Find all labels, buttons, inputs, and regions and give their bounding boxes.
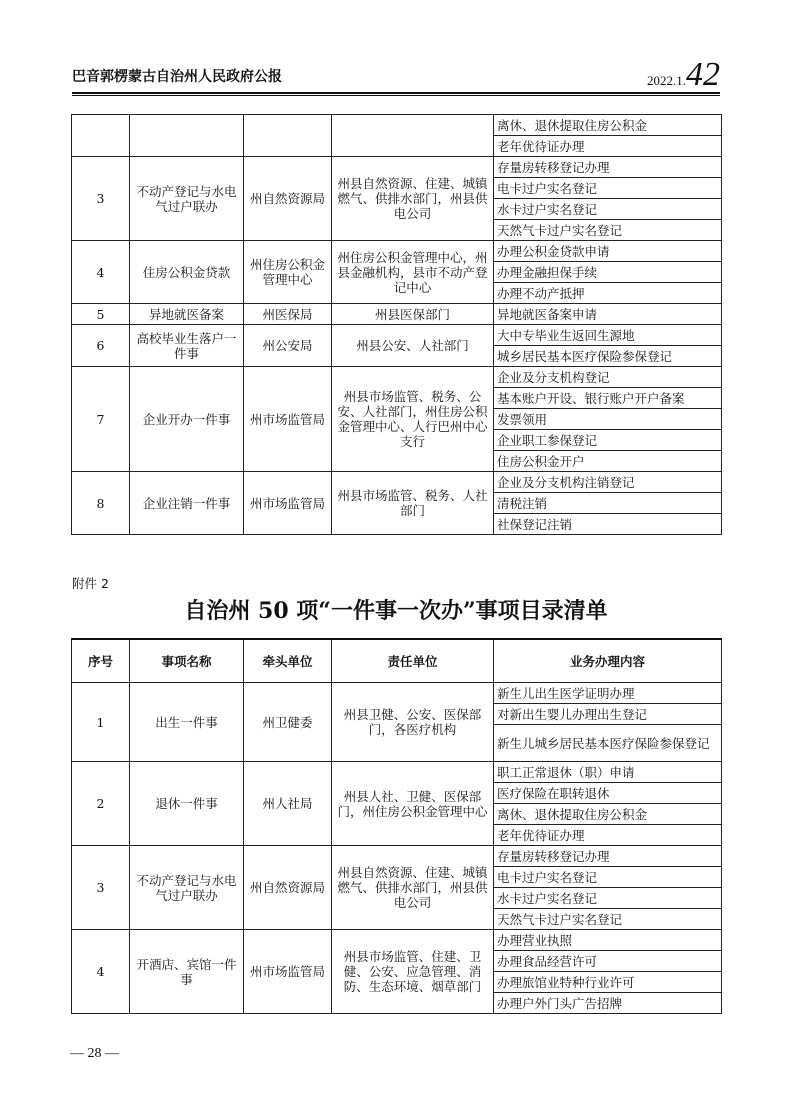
header-resp: 责任单位 — [332, 639, 494, 683]
cell-no: 5 — [72, 304, 130, 325]
cell-resp: 州县人社、卫健、医保部门，州住房公积金管理中心 — [332, 762, 494, 846]
cell-content-item: 老年优待证办理 — [494, 825, 722, 846]
cell-content-item: 存量房转移登记办理 — [494, 157, 722, 178]
header-content: 业务办理内容 — [494, 639, 722, 683]
cell-content-item: 企业职工参保登记 — [494, 430, 722, 451]
cell-resp: 州县市场监管、税务、人社部门 — [332, 472, 494, 535]
cell-content-item: 发票领用 — [494, 409, 722, 430]
cell-no: 2 — [72, 762, 130, 846]
cell-no: 6 — [72, 325, 130, 367]
cell-content-item: 企业及分支机构注销登记 — [494, 472, 722, 493]
cell-no: 1 — [72, 683, 130, 762]
cell-content-item: 异地就医备案申请 — [494, 304, 722, 325]
cell-name: 高校毕业生落户一件事 — [130, 325, 244, 367]
cell-content-item: 办理不动产抵押 — [494, 283, 722, 304]
cell-name: 住房公积金贷款 — [130, 241, 244, 304]
cell-name — [130, 115, 244, 157]
cell-resp — [332, 115, 494, 157]
cell-content-item: 职工正常退休（职）申请 — [494, 762, 722, 783]
table-row — [72, 157, 722, 178]
cell-lead — [244, 115, 332, 157]
table-row — [72, 846, 722, 867]
table-row — [72, 472, 722, 493]
cell-resp: 州县市场监管、住建、卫健、公安、应急管理、消防、生态环境、烟草部门 — [332, 930, 494, 1014]
header-rule-thin — [72, 95, 720, 96]
table-row — [72, 325, 722, 346]
cell-lead: 州人社局 — [244, 762, 332, 846]
page-header — [72, 58, 720, 92]
cell-name: 退休一件事 — [130, 762, 244, 846]
cell-name: 企业注销一件事 — [130, 472, 244, 535]
cell-lead: 州市场监管局 — [244, 367, 332, 472]
cell-content-item: 社保登记注销 — [494, 514, 722, 535]
cell-content-item: 城乡居民基本医疗保险参保登记 — [494, 346, 722, 367]
issue-info — [647, 56, 720, 93]
cell-no — [72, 115, 130, 157]
issue-date: 2022.1. — [647, 73, 686, 88]
cell-content-item: 老年优待证办理 — [494, 136, 722, 157]
cell-content-item: 企业及分支机构登记 — [494, 367, 722, 388]
cell-lead: 州医保局 — [244, 304, 332, 325]
header-no: 序号 — [72, 639, 130, 683]
cell-resp: 州县医保部门 — [332, 304, 494, 325]
cell-no: 3 — [72, 157, 130, 241]
items-table — [71, 638, 722, 1014]
cell-content-item: 基本账户开设、银行账户开户备案 — [494, 388, 722, 409]
cell-no: 3 — [72, 846, 130, 930]
cell-content-item: 办理户外门头广告招牌 — [494, 993, 722, 1014]
table-continued — [71, 114, 722, 535]
cell-content-item: 大中专毕业生返回生源地 — [494, 325, 722, 346]
cell-name: 不动产登记与水电气过户联办 — [130, 157, 244, 241]
cell-lead: 州自然资源局 — [244, 846, 332, 930]
cell-content-item: 新生儿出生医学证明办理 — [494, 683, 722, 704]
table-row — [72, 367, 722, 388]
cell-no: 4 — [72, 241, 130, 304]
cell-content-item: 办理食品经营许可 — [494, 951, 722, 972]
cell-lead: 州卫健委 — [244, 683, 332, 762]
cell-lead: 州自然资源局 — [244, 157, 332, 241]
cell-resp: 州县卫健、公安、医保部门，各医疗机构 — [332, 683, 494, 762]
cell-content-item: 离休、退休提取住房公积金 — [494, 115, 722, 136]
table-row — [72, 930, 722, 951]
cell-content-item: 天然气卡过户实名登记 — [494, 909, 722, 930]
table-header-row — [72, 639, 722, 683]
cell-content-item: 对新出生婴儿办理出生登记 — [494, 704, 722, 725]
cell-name: 不动产登记与水电气过户联办 — [130, 846, 244, 930]
cell-content-item: 医疗保险在职转退休 — [494, 783, 722, 804]
table-row — [72, 241, 722, 262]
cell-no: 7 — [72, 367, 130, 472]
cell-name: 出生一件事 — [130, 683, 244, 762]
cell-resp: 州县自然资源、住建、城镇燃气、供排水部门，州县供电公司 — [332, 157, 494, 241]
header-lead: 牵头单位 — [244, 639, 332, 683]
cell-content-item: 离休、退休提取住房公积金 — [494, 804, 722, 825]
cell-content-item: 办理公积金贷款申请 — [494, 241, 722, 262]
cell-resp: 州县市场监管、税务、公安、人社部门，州住房公积金管理中心、人行巴州中心支行 — [332, 367, 494, 472]
annex-label: 附件 2 — [72, 576, 109, 591]
cell-content-item: 天然气卡过户实名登记 — [494, 220, 722, 241]
cell-content-item: 水卡过户实名登记 — [494, 199, 722, 220]
cell-no: 8 — [72, 472, 130, 535]
cell-content-item: 办理金融担保手续 — [494, 262, 722, 283]
cell-content-item: 办理营业执照 — [494, 930, 722, 951]
table-row — [72, 304, 722, 325]
cell-content-item: 住房公积金开户 — [494, 451, 722, 472]
cell-name: 企业开办一件事 — [130, 367, 244, 472]
cell-name: 开酒店、宾馆一件事 — [130, 930, 244, 1014]
header-name: 事项名称 — [130, 639, 244, 683]
cell-content-item: 存量房转移登记办理 — [494, 846, 722, 867]
cell-content-item: 水卡过户实名登记 — [494, 888, 722, 909]
cell-content-item: 办理旅馆业特种行业许可 — [494, 972, 722, 993]
table-row — [72, 762, 722, 783]
issue-number: 42 — [686, 56, 720, 93]
cell-no: 4 — [72, 930, 130, 1014]
cell-lead: 州公安局 — [244, 325, 332, 367]
cell-resp: 州县公安、人社部门 — [332, 325, 494, 367]
cell-content-item: 清税注销 — [494, 493, 722, 514]
cell-content-item: 新生儿城乡居民基本医疗保险参保登记 — [494, 725, 722, 762]
journal-title: 巴音郭楞蒙古自治州人民政府公报 — [72, 69, 282, 85]
cell-content-item: 电卡过户实名登记 — [494, 867, 722, 888]
cell-lead: 州市场监管局 — [244, 472, 332, 535]
cell-resp: 州住房公积金管理中心，州县金融机构，县市不动产登记中心 — [332, 241, 494, 304]
cell-resp: 州县自然资源、住建、城镇燃气、供排水部门，州县供电公司 — [332, 846, 494, 930]
cell-content-item: 电卡过户实名登记 — [494, 178, 722, 199]
cell-lead: 州住房公积金管理中心 — [244, 241, 332, 304]
cell-name: 异地就医备案 — [130, 304, 244, 325]
header-rule — [72, 92, 720, 94]
table-row — [72, 683, 722, 704]
page-number: — 28 — — [70, 1046, 119, 1061]
cell-lead: 州市场监管局 — [244, 930, 332, 1014]
document-title: 自治州 50 项“一件事一次办”事项目录清单 — [184, 598, 608, 624]
table-row — [72, 115, 722, 136]
